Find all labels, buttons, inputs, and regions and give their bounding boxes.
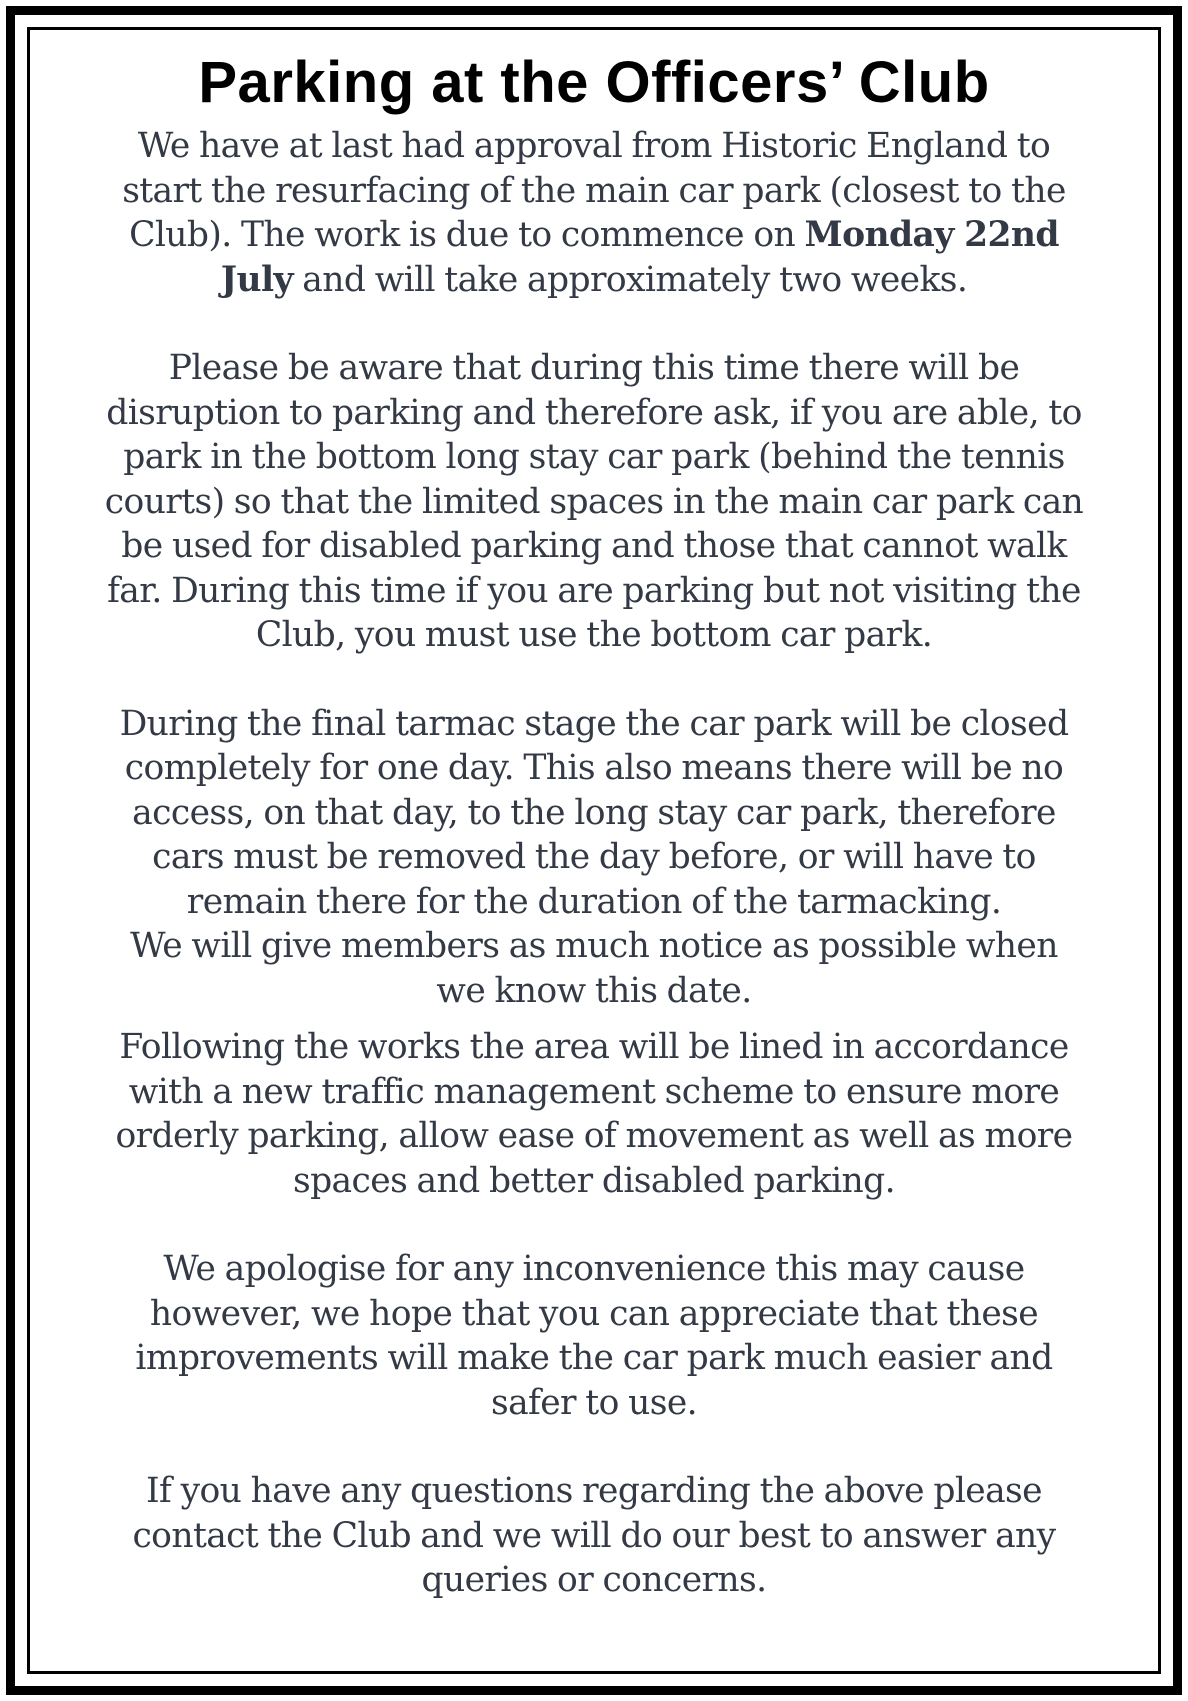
paragraph-line: completely for one day. This also means there will be no bbox=[124, 748, 1064, 788]
paragraph-line: improvements will make the car park much easier and bbox=[135, 1338, 1053, 1378]
notice-content bbox=[50, 48, 1138, 1603]
paragraph-line: If you have any questions regarding the above please bbox=[146, 1471, 1042, 1511]
paragraph-line: however, we hope that you can appreciate that these bbox=[149, 1293, 1039, 1334]
paragraph-approval bbox=[50, 124, 1138, 302]
paragraph-line: disruption to parking and therefore ask, if you are able, to bbox=[106, 392, 1082, 433]
paragraph-apology bbox=[50, 1247, 1138, 1425]
paragraph-line: Please be aware that during this time there will be bbox=[168, 348, 1020, 388]
paragraph-line bbox=[50, 258, 1138, 303]
paragraph-questions bbox=[50, 1469, 1138, 1603]
start-month-bold: July bbox=[220, 259, 293, 300]
paragraph-line: We will give members as much notice as possible when bbox=[130, 926, 1058, 966]
paragraph-line: queries or concerns. bbox=[421, 1560, 767, 1600]
paragraph-gap bbox=[50, 658, 1138, 702]
paragraph-disruption bbox=[50, 346, 1138, 658]
paragraph-text: and will take approximately two weeks. bbox=[292, 259, 968, 300]
paragraph-line: We have at last had approval from Historic England to bbox=[137, 126, 1051, 166]
paragraph-line: During the final tarmac stage the car park will be closed bbox=[119, 703, 1069, 744]
notice-outer-border bbox=[6, 6, 1182, 1695]
paragraph-text: Club). The work is due to commence on bbox=[129, 215, 805, 255]
paragraph-line: remain there for the duration of the tarmacking. bbox=[186, 881, 1002, 922]
paragraph-line: orderly parking, allow ease of movement as well as more bbox=[115, 1116, 1073, 1156]
paragraph-line: access, on that day, to the long stay car park, therefore bbox=[132, 792, 1056, 833]
paragraph-line: We apologise for any inconvenience this may cause bbox=[163, 1249, 1025, 1289]
paragraph-line: courts) so that the limited spaces in the main car park can bbox=[104, 481, 1084, 522]
paragraph-gap bbox=[50, 1203, 1138, 1247]
paragraph-line: park in the bottom long stay car park (behind the tennis bbox=[123, 437, 1065, 477]
paragraph-line: cars must be removed the day before, or will have to bbox=[152, 837, 1036, 877]
notice-title: Parking at the Officers’ Club bbox=[198, 50, 990, 115]
paragraph-line: far. During this time if you are parking but not visiting the bbox=[107, 570, 1081, 611]
paragraph-line: with a new traffic management scheme to ensure more bbox=[128, 1071, 1060, 1112]
paragraph-line: start the resurfacing of the main car park (closest to the bbox=[122, 170, 1066, 211]
paragraph-line: Club, you must use the bottom car park. bbox=[255, 615, 933, 655]
paragraph-line: safer to use. bbox=[490, 1382, 698, 1423]
paragraph-line: we know this date. bbox=[436, 970, 752, 1011]
paragraph-line: be used for disabled parking and those that cannot walk bbox=[121, 526, 1067, 566]
paragraph-lining bbox=[50, 1025, 1138, 1203]
paragraph-gap bbox=[50, 1425, 1138, 1469]
notice-inner-border bbox=[27, 27, 1161, 1674]
start-date-bold: Monday 22nd bbox=[804, 215, 1059, 255]
paragraph-line: Following the works the area will be lined in accordance bbox=[119, 1027, 1069, 1067]
paragraph-line: contact the Club and we will do our best to answer any bbox=[132, 1515, 1056, 1556]
paragraph-line bbox=[50, 213, 1138, 258]
paragraph-tarmac-stage bbox=[50, 702, 1138, 1014]
paragraph-gap bbox=[50, 1013, 1138, 1025]
paragraph-line: spaces and better disabled parking. bbox=[292, 1160, 896, 1201]
paragraph-gap bbox=[50, 302, 1138, 346]
